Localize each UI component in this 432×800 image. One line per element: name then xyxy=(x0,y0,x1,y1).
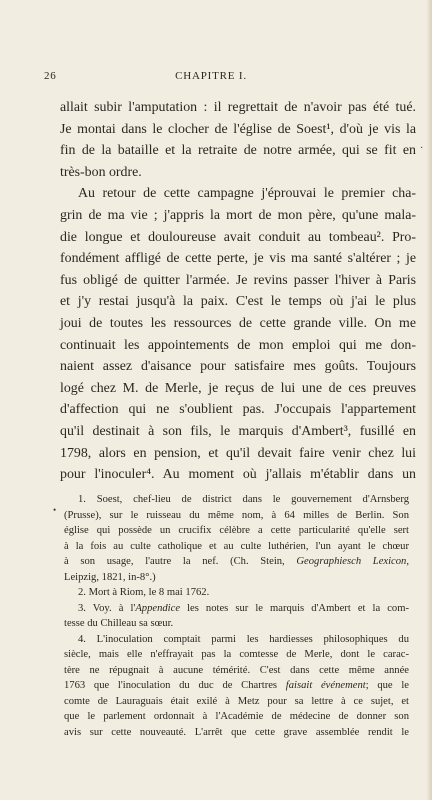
footnote-italic: faisait événement xyxy=(285,680,366,691)
page-number: 26 xyxy=(44,70,57,82)
footnote-line: avis sur cette nouveauté. L'arrêt que cette grave assemblée rendit le xyxy=(64,726,409,738)
footnote-line: 1. Soest, chef-lieu de district dans le gouvernement d'Arnsberg xyxy=(78,494,409,505)
footnote-italic: Geographiesch Lexicon xyxy=(296,556,407,567)
footnote-line xyxy=(64,678,409,694)
footnote-text: ; que le xyxy=(365,680,409,691)
footnote-line: comte de Lauraguais était exilé à Metz pour sa lettre à ce sujet, et xyxy=(64,695,409,707)
footnote-line: tère ne répugnait à aucune témérité. C'est dans cette même année xyxy=(64,664,409,676)
text-line: allait subir l'amputation : il regrettait de n'avoir pas été tué. xyxy=(60,100,416,115)
footnote-1 xyxy=(64,492,409,585)
text-line: pour l'inoculer⁴. Au moment où j'allais m'établir dans un xyxy=(60,467,416,483)
footnote-line: siècle, mais elle n'effrayait pas la comtesse de Merle, dont le carac- xyxy=(64,649,409,660)
text-line: qu'il destinait à son fils, le marquis d'Ambert³, fusillé en xyxy=(60,423,416,439)
footnote-text: les notes sur le marquis d'Ambert et la com- xyxy=(180,602,409,614)
text-line: fin de la bataille et la retraite de notre armée, qui se fit en xyxy=(60,143,416,159)
footnote-line xyxy=(64,554,409,570)
footnotes xyxy=(64,492,409,740)
text-line: et j'y restai jusqu'à la paix. C'est le temps où j'ai le plus xyxy=(60,294,416,310)
page-header xyxy=(44,70,378,86)
running-title: CHAPITRE I. xyxy=(175,70,247,82)
margin-dot-mark: • xyxy=(53,505,57,515)
text-line: logé chez M. de Merle, je reçus de lui une de ces preuves xyxy=(60,380,416,396)
edge-dot-mark: · xyxy=(420,143,424,154)
footnote-line: que le parlement ordonnait à l'Académie de médecine de donner son xyxy=(64,711,409,722)
footnote-4 xyxy=(64,632,409,741)
text-line: joui de toutes les ressources de cette grande ville. On me xyxy=(60,315,416,331)
text-line: fus obligé de quitter l'armée. Je revins passer l'hiver à Paris xyxy=(60,272,416,288)
footnote-line xyxy=(64,601,409,617)
footnote-text: à son usage, l'autre la nef. (Ch. Stein, xyxy=(64,556,285,567)
text-line: fondément affligé de cette perte, je vis ma santé s'altérer ; je xyxy=(60,251,416,267)
text-line: 1798, alors en pension, et qu'il devait faire venir chez lui xyxy=(60,445,416,461)
footnote-text: 3. Voy. à l' xyxy=(78,602,136,614)
text-line: die longue et douloureuse avait conduit au tombeau². Pro- xyxy=(60,229,416,245)
footnote-line: (Prusse), sur le ruisseau du même nom, à 64 milles de Berlin. Son xyxy=(64,509,409,521)
footnote-2 xyxy=(64,585,409,601)
footnote-line: à la fois au culte catholique et au culte luthérien, l'un ayant le chœur xyxy=(64,540,409,552)
text-line: naient assez d'aisance pour satisfaire mes goûts. Toujours xyxy=(60,359,416,375)
text-line: continuait les appointements de mon emploi qui me don- xyxy=(60,337,416,353)
text-line: d'affection qui ne s'oublient pas. J'occupais l'appartement xyxy=(60,402,416,418)
footnote-line: église qui possède un crucifix célèbre a cette particularité qu'elle sert xyxy=(64,525,409,536)
text-line: très-bon ordre. xyxy=(60,164,142,180)
footnote-line: tesse du Chilleau sa sœur. xyxy=(64,618,174,629)
text-line: Au retour de cette campagne j'éprouvai le premier cha- xyxy=(78,186,416,202)
footnote-line: Leipzig, 1821, in-8°.) xyxy=(64,571,156,583)
page-edge-shadow xyxy=(426,0,432,800)
text-line: grin de ma vie ; j'appris la mort de mon père, qu'une mala- xyxy=(60,207,416,223)
footnote-italic: Appendice xyxy=(135,602,181,614)
main-text xyxy=(60,97,416,486)
footnote-line: 2. Mort à Riom, le 8 mai 1762. xyxy=(78,587,210,598)
text-line: Je montai dans le clocher de l'église de Soest¹, d'où je vis la xyxy=(60,121,416,137)
footnote-3 xyxy=(64,601,409,632)
footnote-text: 1763 que l'inoculation du duc de Chartres xyxy=(64,680,278,691)
footnote-line: 4. L'inoculation comptait parmi les hardiesses philosophiques du xyxy=(78,633,409,645)
footnote-text: , xyxy=(406,556,409,567)
